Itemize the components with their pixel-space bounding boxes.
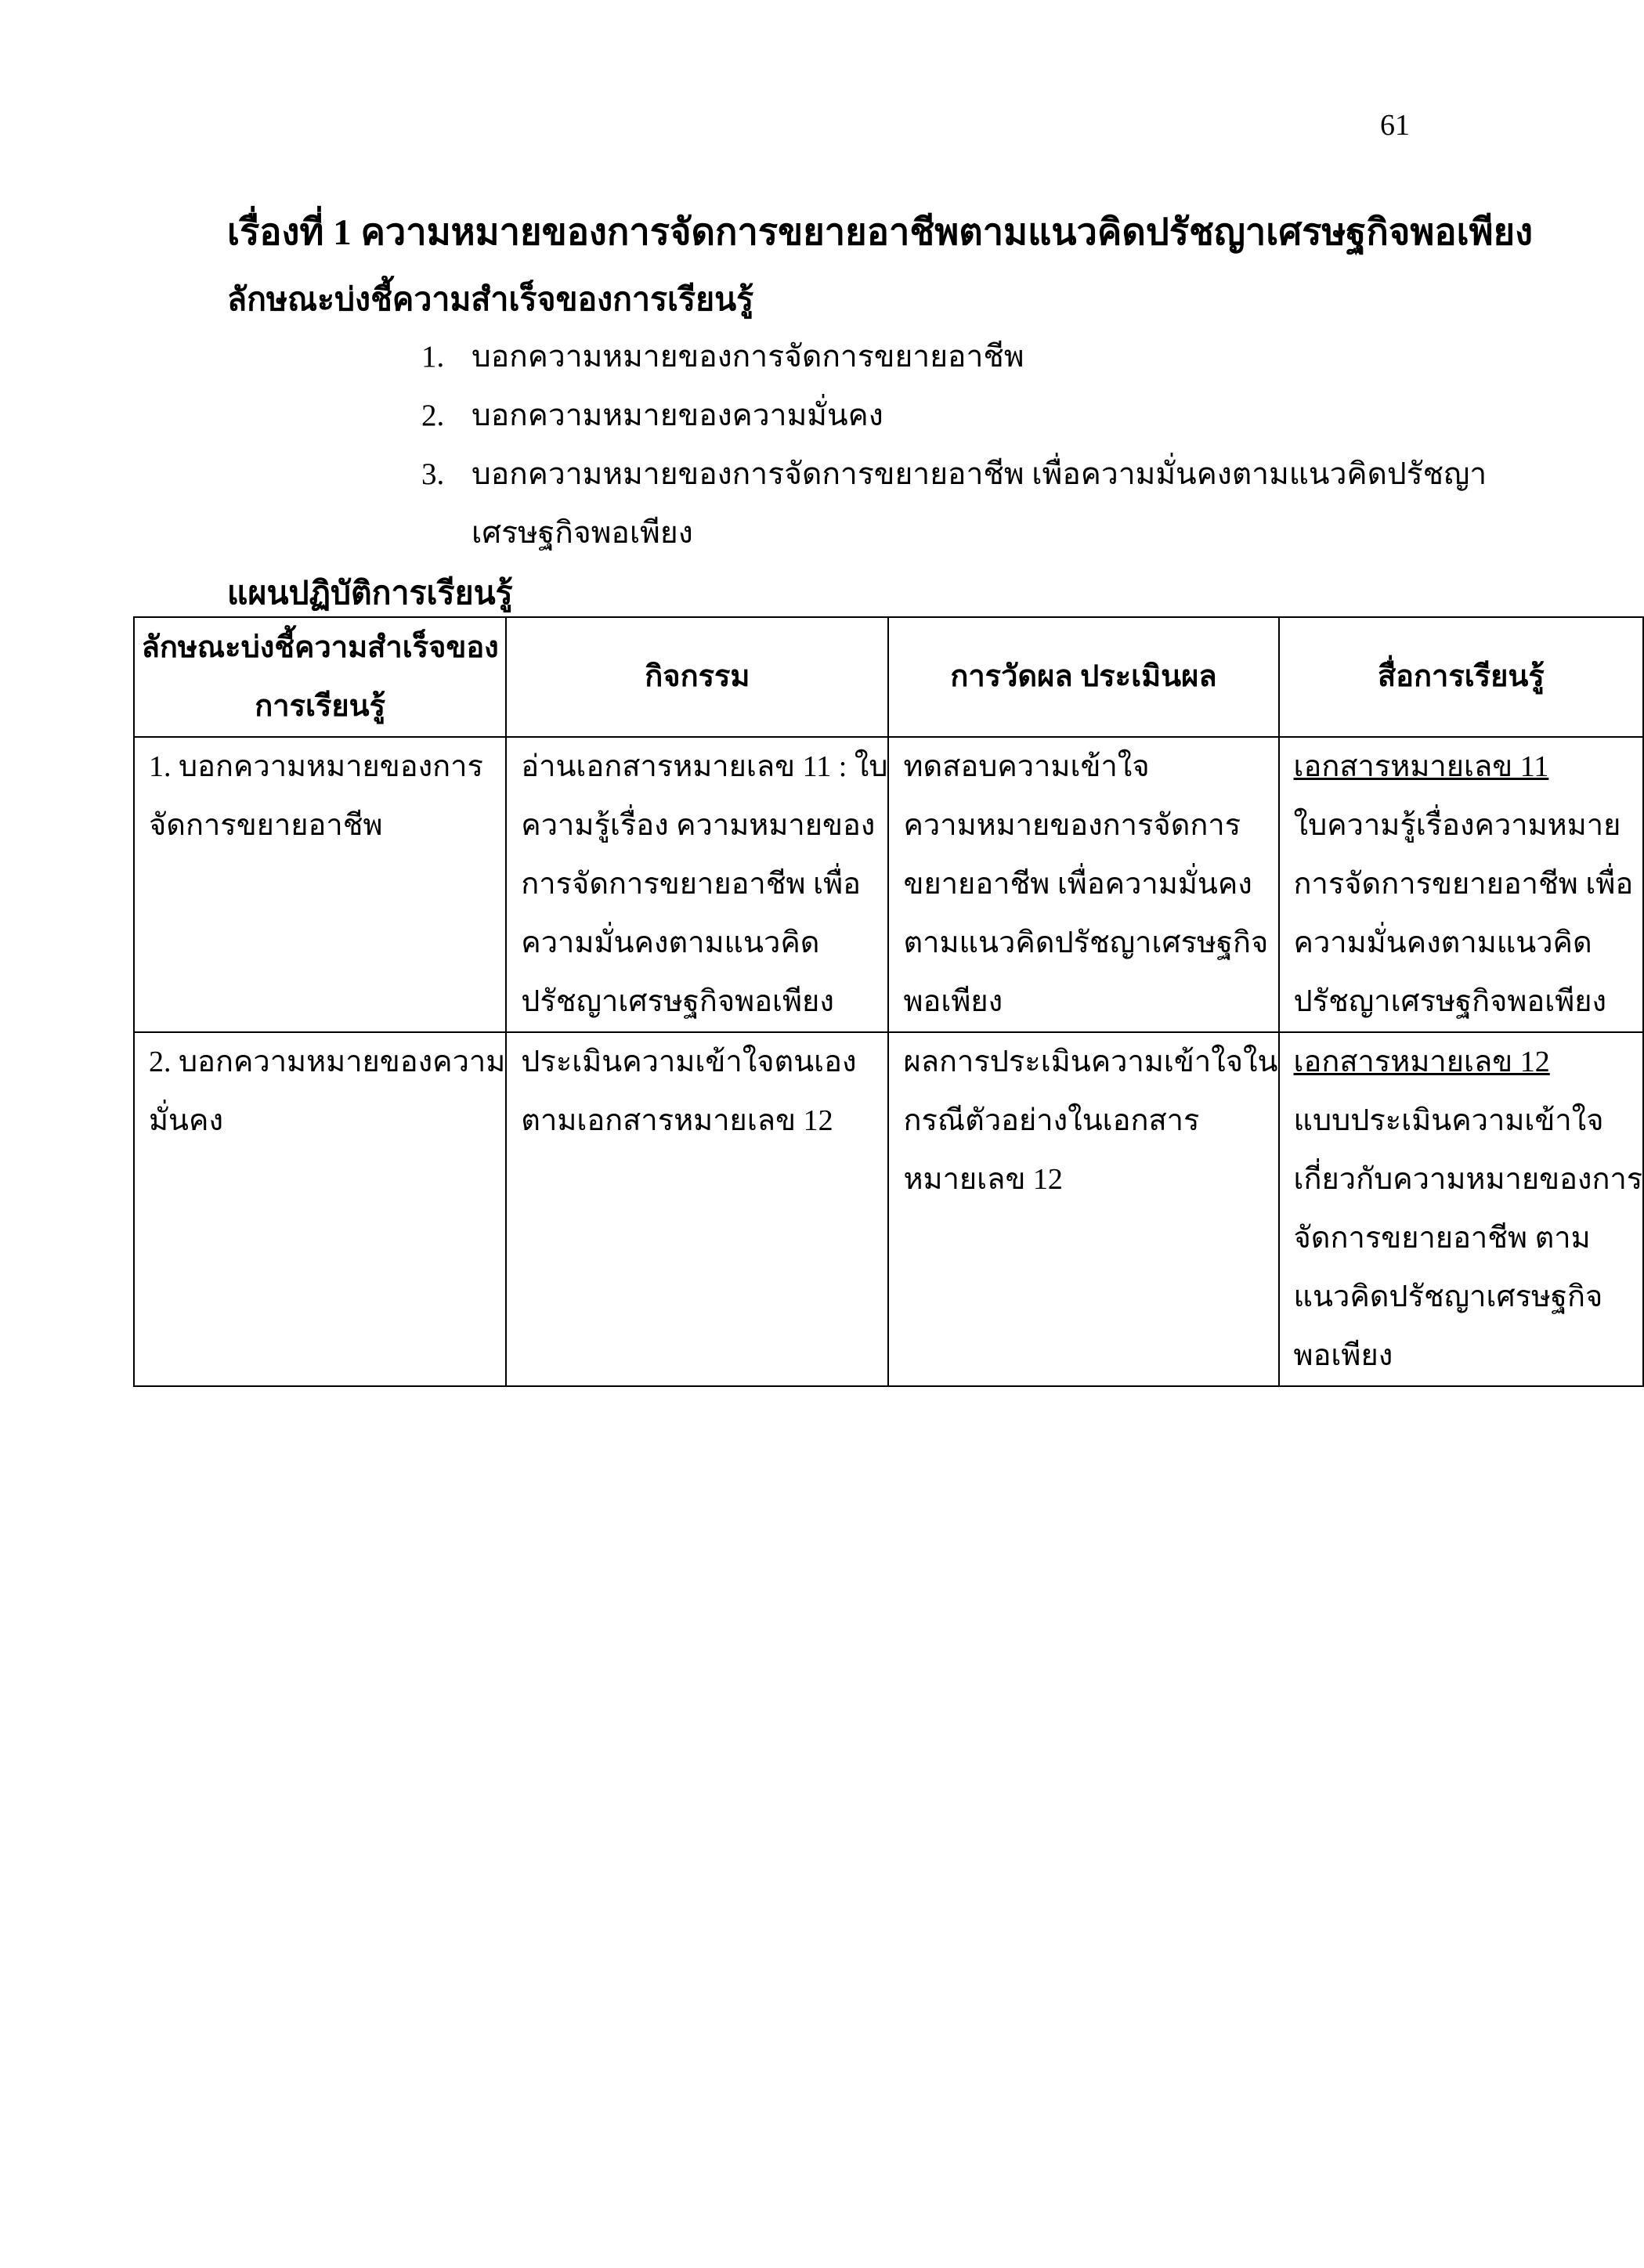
table-row: [134, 1032, 1643, 1386]
column-header-media: สื่อการเรียนรู้: [1279, 617, 1644, 737]
list-item-text: บอกความหมายของการจัดการขยายอาชีพ เพื่อความมั่นคงตามแนวคิดปรัชญา: [472, 457, 1487, 491]
page-number: 61: [1380, 109, 1410, 142]
column-header-activity: กิจกรรม: [506, 617, 888, 737]
list-item-number: 2.: [421, 399, 445, 432]
cell-evaluation: ผลการประเมินความเข้าใจใน กรณีตัวอย่างในเอกสาร หมายเลข 12: [888, 1032, 1278, 1386]
list-item-text-continued: เศรษฐกิจพอเพียง: [472, 516, 693, 550]
list-item-text: บอกความหมายของการจัดการขยายอาชีพ: [472, 340, 1024, 374]
cell-media: เอกสารหมายเลข 12 แบบประเมินความเข้าใจ เกี่ยวกับความหมายของการ จัดการขยายอาชีพ ตาม แนวคิดปรัชญาเศรษฐกิจ พอเพียง: [1279, 1032, 1644, 1386]
cell-media: เอกสารหมายเลข 11 ใบความรู้เรื่องความหมาย การจัดการขยายอาชีพ เพื่อ ความมั่นคงตามแนวคิด ปรัชญาเศรษฐกิจพอเพียง: [1279, 737, 1644, 1032]
page-title: เรื่องที่ 1 ความหมายของการจัดการขยายอาชีพตามแนวคิดปรัชญาเศรษฐกิจพอเพียง: [227, 212, 1534, 253]
media-document-title: เอกสารหมายเลข 11: [1293, 750, 1549, 783]
objectives-heading: ลักษณะบ่งชี้ความสำเร็จของการเรียนรู้: [227, 281, 754, 317]
learning-plan-table: [133, 616, 1644, 1387]
list-item: [421, 327, 1411, 386]
list-item-number: 1.: [421, 340, 445, 374]
cell-activity: ประเมินความเข้าใจตนเอง ตามเอกสารหมายเลข 12: [506, 1032, 888, 1386]
objectives-list: [421, 327, 1487, 562]
cell-indicator: 1. บอกความหมายของการ จัดการขยายอาชีพ: [134, 737, 506, 1032]
list-item: [421, 386, 1411, 445]
plan-heading: แผนปฏิบัติการเรียนรู้: [227, 575, 513, 611]
table-row: [134, 737, 1643, 1032]
cell-activity: อ่านเอกสารหมายเลข 11 : ใบ ความรู้เรื่อง ความหมายของ การจัดการขยายอาชีพ เพื่อ ความมั่นคงตามแนวคิด ปรัชญาเศรษฐกิจพอเพียง: [506, 737, 888, 1032]
cell-indicator: 2. บอกความหมายของความ มั่นคง: [134, 1032, 506, 1386]
cell-evaluation: ทดสอบความเข้าใจ ความหมายของการจัดการ ขยายอาชีพ เพื่อความมั่นคง ตามแนวคิดปรัชญาเศรษฐกิจ พอเพียง: [888, 737, 1278, 1032]
list-item-text: บอกความหมายของความมั่นคง: [472, 399, 883, 432]
list-item: [421, 445, 1487, 562]
list-item-number: 3.: [421, 457, 445, 491]
table-header-row: [134, 617, 1643, 737]
column-header-indicator: ลักษณะบ่งชี้ความสำเร็จของ การเรียนรู้: [134, 617, 506, 737]
media-document-title: เอกสารหมายเลข 12: [1293, 1046, 1550, 1078]
column-header-evaluation: การวัดผล ประเมินผล: [888, 617, 1278, 737]
